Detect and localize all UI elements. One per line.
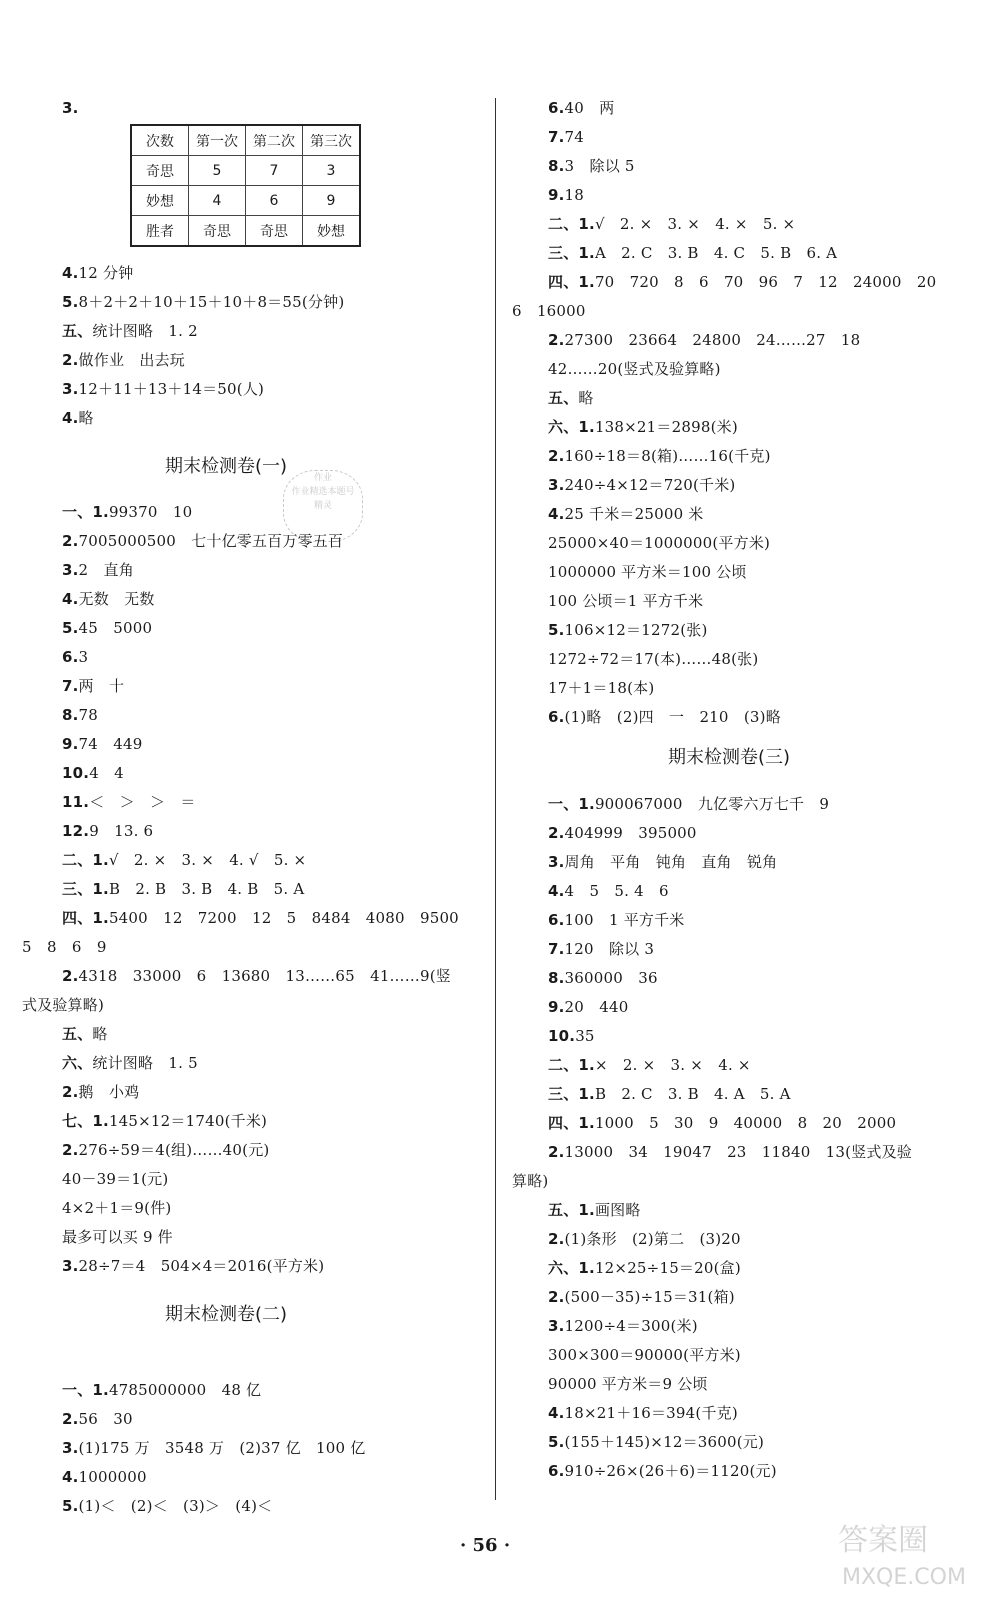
answer-line: [62, 408, 94, 428]
answer-text: 略: [578, 389, 594, 407]
answer-line: [62, 734, 142, 754]
answer-line: [62, 263, 133, 283]
item-number: 6.: [548, 911, 565, 929]
answer-line: [62, 850, 306, 870]
answer-line: [62, 879, 304, 899]
answer-line: [62, 1053, 198, 1073]
answer-line: [62, 1467, 147, 1487]
answer-line: [548, 1142, 912, 1162]
answer-text: 4×2＋1＝9(件): [62, 1199, 172, 1217]
item-number: 五、: [548, 389, 579, 407]
item-number: 4.: [62, 1468, 79, 1486]
item-number: 3.: [548, 476, 565, 494]
answer-line: [62, 705, 98, 725]
item-number: 9.: [548, 998, 565, 1016]
item-number: 六、1.: [548, 418, 595, 436]
answer-line: [548, 881, 669, 901]
score-table: [130, 124, 361, 247]
answer-line: [548, 243, 837, 263]
answer-line: [548, 185, 584, 205]
item-number: 4.: [62, 590, 79, 608]
answer-text: 17＋1＝18(本): [548, 679, 655, 697]
answer-text: B 2. B 3. B 4. B 5. A: [108, 880, 305, 898]
answer-text: 100 公顷＝1 平方千米: [548, 592, 704, 610]
answer-line: [62, 1082, 139, 1102]
answer-line: [548, 591, 703, 611]
answer-text: 99370 10: [108, 503, 193, 521]
answer-text: 18×21＋16＝394(千克): [564, 1404, 738, 1422]
answer-line: [548, 330, 860, 350]
item-number: 五、: [62, 322, 93, 340]
watermark-logo: [828, 1512, 988, 1592]
answer-line: [62, 1256, 324, 1276]
item-number: 2.: [548, 824, 565, 842]
table-cell: 奇思: [131, 156, 189, 186]
answer-text: 12＋11＋13＋14＝50(人): [78, 380, 265, 398]
answer-line: [62, 292, 344, 312]
answer-line: [62, 1496, 272, 1516]
answer-text: 78: [78, 706, 99, 724]
answer-line: [548, 127, 584, 147]
answer-line: [548, 417, 738, 437]
answer-line: [548, 388, 594, 408]
svg-text:答案圈: 答案圈: [838, 1523, 928, 1558]
answer-line: [512, 301, 586, 321]
item-number: 4.: [62, 409, 79, 427]
answer-text: 12×25÷15＝20(盒): [594, 1259, 741, 1277]
answer-line: [62, 792, 196, 812]
answer-text: 900067000 九亿零六万七千 9: [594, 795, 830, 813]
answer-line: [62, 647, 88, 667]
stamp-line: 精灵: [313, 501, 332, 511]
answer-text: √ 2. × 3. × 4. √ 5. ×: [108, 851, 307, 869]
answer-text: 27300 23664 24800 24……27 18: [564, 331, 861, 349]
table-cell: 第二次: [246, 125, 303, 156]
answer-text: 4 4: [89, 764, 124, 782]
answer-line: [548, 678, 654, 698]
answer-text: 35: [575, 1027, 595, 1045]
table-cell: 奇思: [189, 216, 246, 247]
answer-text: 100 1 平方千米: [564, 911, 685, 929]
table-cell: 5: [189, 156, 246, 186]
item-number: 二、1.: [548, 215, 595, 233]
answer-line: [548, 1084, 791, 1104]
answer-text: 9 13. 6: [89, 822, 154, 840]
item-number: 2.: [548, 1288, 565, 1306]
answer-line: [62, 379, 264, 399]
item-number: 7.: [548, 128, 565, 146]
answer-text: 无数 无数: [78, 590, 155, 608]
item-number: 七、1.: [62, 1112, 109, 1130]
answer-text: √ 2. × 3. × 4. × 5. ×: [594, 215, 796, 233]
item-number: 6.: [548, 1462, 565, 1480]
item-number: 一、1.: [548, 795, 595, 813]
column-divider: [495, 98, 496, 1500]
item-number: 2.: [62, 1141, 79, 1159]
item-number: 6.: [62, 648, 79, 666]
table-cell: 妙想: [303, 216, 361, 247]
item-number: 五、: [62, 1025, 93, 1043]
answer-line: [62, 1024, 108, 1044]
section-heading-1: 期末检测卷(一): [165, 456, 288, 477]
answer-line: [548, 997, 628, 1017]
answer-text: 74 449: [78, 735, 143, 753]
table-cell: 第三次: [303, 125, 361, 156]
answer-line: [62, 1438, 365, 1458]
item-number: 一、1.: [62, 1381, 109, 1399]
answer-text: 25000×40＝1000000(平方米): [548, 534, 771, 552]
item-number: 7.: [548, 940, 565, 958]
answer-text: 1000 5 30 9 40000 8 20 2000: [594, 1114, 897, 1132]
table-cell: 6: [246, 186, 303, 216]
answer-line: [62, 908, 459, 928]
answer-text: 4318 33000 6 13680 13……65 41……9(竖: [78, 967, 451, 985]
item-number: 2.: [548, 447, 565, 465]
answer-text: × 2. × 3. × 4. ×: [594, 1056, 751, 1074]
answer-line: [548, 620, 708, 640]
item-number: 四、1.: [548, 273, 595, 291]
answer-text: 910÷26×(26＋6)＝1120(元): [564, 1462, 777, 1480]
answer-text: A 2. C 3. B 4. C 5. B 6. A: [594, 244, 838, 262]
item-number: 四、1.: [548, 1114, 595, 1132]
answer-line: [62, 763, 124, 783]
answer-text: 1272÷72＝17(本)……48(张): [548, 650, 759, 668]
answer-line: [548, 359, 721, 379]
answer-text: (500－35)÷15＝31(箱): [564, 1288, 735, 1306]
item-number: 2.: [548, 1143, 565, 1161]
item-number: 8.: [548, 969, 565, 987]
answer-line: [548, 1461, 777, 1481]
answer-line: [62, 1169, 168, 1189]
answer-line: [62, 1227, 173, 1247]
answer-text: (1)条形 (2)第二 (3)20: [564, 1230, 741, 1248]
item-number: 9.: [548, 186, 565, 204]
answer-line: [62, 321, 198, 341]
answer-text: 40 两: [564, 99, 615, 117]
item-number: 2.: [548, 331, 565, 349]
item-number: 10.: [62, 764, 90, 782]
answer-text: 4 5 5. 4 6: [564, 882, 669, 900]
table-cell: 第一次: [189, 125, 246, 156]
answer-line: [548, 649, 758, 669]
answer-text: 120 除以 3: [564, 940, 655, 958]
answer-line: [548, 968, 658, 988]
page-number: · 56 ·: [460, 1535, 511, 1556]
item-number: 2.: [548, 1230, 565, 1248]
answer-text: 25 千米＝25000 米: [564, 505, 704, 523]
answer-line: [548, 1316, 698, 1336]
answer-line: [548, 1229, 741, 1249]
answer-line: [62, 1380, 261, 1400]
item-number: 2.: [62, 1410, 79, 1428]
item-number: 6.: [548, 708, 565, 726]
answer-line: [548, 504, 704, 524]
answer-line: [548, 1345, 741, 1365]
answer-text: 240÷4×12＝720(千米): [564, 476, 736, 494]
answer-text: 5 8 6 9: [22, 938, 107, 956]
answer-text: 2 直角: [78, 561, 134, 579]
answer-text: 70 720 8 6 70 96 7 12 24000 20: [594, 273, 937, 291]
item-number: 六、1.: [548, 1259, 595, 1277]
answer-text: 统计图略 1. 2: [92, 322, 198, 340]
answer-text: 两 十: [78, 677, 125, 695]
item-number: 三、1.: [62, 880, 109, 898]
answer-line: [62, 1409, 133, 1429]
item-number: 二、1.: [548, 1056, 595, 1074]
answer-text: 8＋2＋2＋10＋15＋10＋8＝55(分钟): [78, 293, 345, 311]
item-number: 4.: [548, 1404, 565, 1422]
answer-line: [22, 995, 104, 1015]
answer-text: 算略): [512, 1172, 549, 1190]
answer-text: 160÷18＝8(箱)……16(千克): [564, 447, 771, 465]
item-number: 3.: [548, 853, 565, 871]
answer-text: 5400 12 7200 12 5 8484 4080 9500: [108, 909, 459, 927]
item-number: 7.: [62, 677, 79, 695]
answer-text: 360000 36: [564, 969, 658, 987]
answer-line: [548, 1287, 735, 1307]
answer-text: 式及验算略): [22, 996, 105, 1014]
answer-line: [548, 446, 771, 466]
table-cell: 7: [246, 156, 303, 186]
answer-line: [62, 502, 192, 522]
answer-line: [62, 98, 79, 118]
answer-text: (1)175 万 3548 万 (2)37 亿 100 亿: [78, 1439, 366, 1457]
answer-text: 12 分钟: [78, 264, 134, 282]
item-number: 8.: [62, 706, 79, 724]
item-number: 9.: [62, 735, 79, 753]
answer-text: B 2. C 3. B 4. A 5. A: [594, 1085, 791, 1103]
answer-line: [548, 214, 795, 234]
item-number: 4.: [548, 505, 565, 523]
table-cell: 奇思: [246, 216, 303, 247]
table-cell: 妙想: [131, 186, 189, 216]
item-number: 4.: [62, 264, 79, 282]
table-cell: 次数: [131, 125, 189, 156]
answer-text: 略: [78, 409, 94, 427]
answer-text: 13000 34 19047 23 11840 13(竖式及验: [564, 1143, 913, 1161]
answer-line: [548, 98, 614, 118]
answer-text: 40－39＝1(元): [62, 1170, 169, 1188]
item-number: 2.: [62, 1083, 79, 1101]
svg-text:MXQE.COM: MXQE.COM: [842, 1565, 966, 1590]
answer-line: [62, 676, 124, 696]
answer-line: [62, 1140, 269, 1160]
item-number: 8.: [548, 157, 565, 175]
answer-line: [548, 1055, 751, 1075]
table-row: [131, 186, 360, 216]
answer-text: 鹅 小鸡: [78, 1083, 140, 1101]
item-number: 3.: [62, 1439, 79, 1457]
answer-text: 42……20(竖式及验算略): [548, 360, 721, 378]
answer-line: [548, 272, 936, 292]
item-number: 3.: [62, 99, 79, 117]
answer-line: [548, 1200, 641, 1220]
answer-line: [548, 156, 635, 176]
answer-line: [62, 966, 451, 986]
answer-line: [62, 1111, 267, 1131]
item-number: 六、: [62, 1054, 93, 1072]
table-row: [131, 156, 360, 186]
item-number: 6.: [548, 99, 565, 117]
item-number: 四、1.: [62, 909, 109, 927]
answer-text: 略: [92, 1025, 108, 1043]
answer-text: 106×12＝1272(张): [564, 621, 708, 639]
answer-text: 18: [564, 186, 585, 204]
item-number: 三、1.: [548, 244, 595, 262]
answer-text: 周角 平角 钝角 直角 锐角: [564, 853, 778, 871]
answer-line: [548, 1026, 595, 1046]
table-cell: 3: [303, 156, 361, 186]
answer-line: [548, 823, 697, 843]
item-number: 5.: [62, 1497, 79, 1515]
answer-text: 20 440: [564, 998, 629, 1016]
answer-line: [548, 475, 735, 495]
table-row: [131, 216, 360, 247]
item-number: 一、1.: [62, 503, 109, 521]
answer-line: [548, 1258, 741, 1278]
item-number: 2.: [62, 532, 79, 550]
answer-text: 28÷7＝4 504×4＝2016(平方米): [78, 1257, 325, 1275]
answer-line: [548, 562, 747, 582]
answer-text: 3: [78, 648, 89, 666]
answer-line: [548, 533, 770, 553]
answer-text: 做作业 出去玩: [78, 351, 185, 369]
answer-text: 300×300＝90000(平方米): [548, 1346, 741, 1364]
answer-text: 1000000 平方米＝100 公顷: [548, 563, 747, 581]
answer-line: [62, 560, 134, 580]
stamp-line: 作业精选本题号: [291, 487, 355, 497]
answer-line: [512, 1171, 548, 1191]
answer-line: [548, 794, 829, 814]
answer-text: 最多可以买 9 件: [62, 1228, 173, 1246]
item-number: 三、1.: [548, 1085, 595, 1103]
answer-line: [62, 531, 343, 551]
answer-text: (1)＜ (2)＜ (3)＞ (4)＜: [78, 1497, 273, 1515]
item-number: 5.: [62, 619, 79, 637]
item-number: 3.: [548, 1317, 565, 1335]
item-number: 5.: [548, 621, 565, 639]
table-cell: 9: [303, 186, 361, 216]
answer-line: [62, 821, 153, 841]
answer-text: 276÷59＝4(组)……40(元): [78, 1141, 270, 1159]
item-number: 5.: [548, 1433, 565, 1451]
answer-line: [62, 618, 152, 638]
answer-text: 3 除以 5: [564, 157, 635, 175]
answer-line: [548, 852, 777, 872]
section-heading-2: 期末检测卷(二): [165, 1304, 288, 1325]
stamp-line: 作业: [313, 473, 332, 483]
answer-text: 6 16000: [512, 302, 586, 320]
answer-text: 74: [564, 128, 585, 146]
answer-text: 画图略: [594, 1201, 641, 1219]
item-number: 2.: [62, 967, 79, 985]
answer-text: 1000000: [78, 1468, 147, 1486]
answer-text: 138×21＝2898(米): [594, 418, 738, 436]
answer-text: ＜ ＞ ＞ ＝: [89, 793, 196, 811]
section-heading-3: 期末检测卷(三): [668, 747, 791, 768]
answer-text: (1)略 (2)四 一 210 (3)略: [564, 708, 781, 726]
answer-line: [548, 939, 654, 959]
item-number: 3.: [62, 380, 79, 398]
answer-text: 90000 平方米＝9 公顷: [548, 1375, 708, 1393]
item-number: 4.: [548, 882, 565, 900]
answer-line: [548, 1113, 896, 1133]
item-number: 五、1.: [548, 1201, 595, 1219]
answer-text: 7005000500 七十亿零五百万零五百: [78, 532, 344, 550]
answer-line: [62, 589, 155, 609]
answer-line: [548, 1403, 738, 1423]
answer-line: [548, 707, 781, 727]
answer-text: 统计图略 1. 5: [92, 1054, 198, 1072]
answer-text: 45 5000: [78, 619, 153, 637]
answer-text: 56 30: [78, 1410, 133, 1428]
answer-line: [548, 910, 685, 930]
item-number: 3.: [62, 561, 79, 579]
table-cell: 4: [189, 186, 246, 216]
answer-text: 4785000000 48 亿: [108, 1381, 262, 1399]
table-cell: 胜者: [131, 216, 189, 247]
item-number: 5.: [62, 293, 79, 311]
answer-line: [22, 937, 107, 957]
answer-line: [62, 1198, 171, 1218]
item-number: 二、1.: [62, 851, 109, 869]
answer-line: [548, 1374, 708, 1394]
answer-text: 404999 395000: [564, 824, 697, 842]
answer-line: [548, 1432, 764, 1452]
item-number: 12.: [62, 822, 90, 840]
answer-line: [62, 350, 185, 370]
item-number: 11.: [62, 793, 90, 811]
item-number: 3.: [62, 1257, 79, 1275]
answer-text: 1200÷4＝300(米): [564, 1317, 698, 1335]
answer-text: 145×12＝1740(千米): [108, 1112, 268, 1130]
item-number: 2.: [62, 351, 79, 369]
answer-text: (155＋145)×12＝3600(元): [564, 1433, 765, 1451]
table-header-row: [131, 125, 360, 156]
item-number: 10.: [548, 1027, 576, 1045]
